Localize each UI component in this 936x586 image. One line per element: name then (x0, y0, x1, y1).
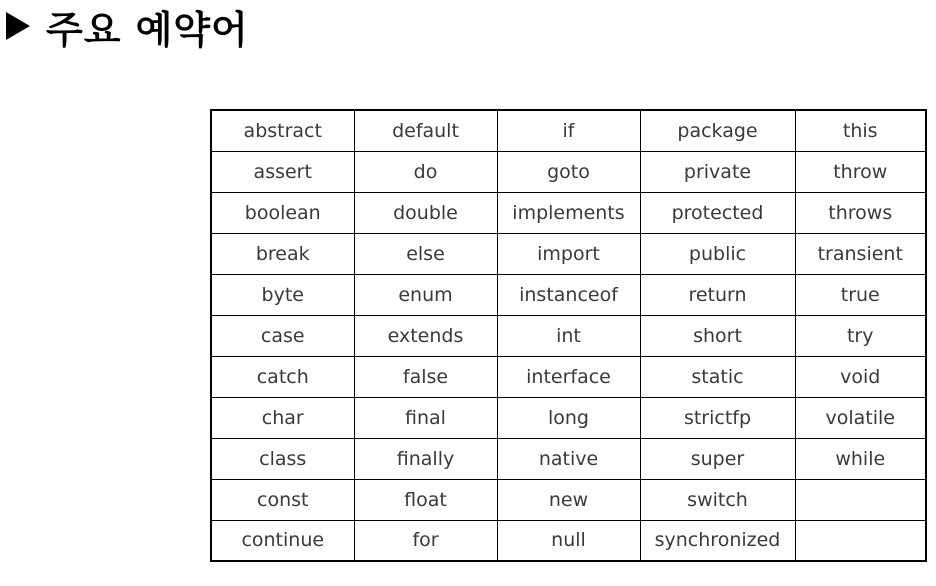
table-cell: case (211, 315, 354, 356)
table-cell: static (640, 356, 795, 397)
table-cell-empty (795, 520, 926, 561)
table-cell: false (354, 356, 497, 397)
table-cell: double (354, 192, 497, 233)
table-cell: for (354, 520, 497, 561)
table-cell: volatile (795, 397, 926, 438)
table-cell: implements (497, 192, 640, 233)
table-cell: return (640, 274, 795, 315)
table-row (211, 192, 926, 233)
table-cell: const (211, 479, 354, 520)
table-row (211, 110, 926, 151)
table-cell: default (354, 110, 497, 151)
table-row (211, 356, 926, 397)
table-cell: boolean (211, 192, 354, 233)
keywords-table (210, 109, 927, 562)
table-cell: do (354, 151, 497, 192)
table-cell: instanceof (497, 274, 640, 315)
table-row (211, 479, 926, 520)
table-row (211, 233, 926, 274)
table-cell: synchronized (640, 520, 795, 561)
table-cell: catch (211, 356, 354, 397)
table-cell: char (211, 397, 354, 438)
table-row (211, 274, 926, 315)
table-cell: transient (795, 233, 926, 274)
table-cell: int (497, 315, 640, 356)
table-cell: final (354, 397, 497, 438)
table-cell: extends (354, 315, 497, 356)
play-triangle-icon (6, 12, 30, 40)
table-cell: byte (211, 274, 354, 315)
table-cell: enum (354, 274, 497, 315)
table-cell: float (354, 479, 497, 520)
table-cell: while (795, 438, 926, 479)
table-cell: throw (795, 151, 926, 192)
table-cell: this (795, 110, 926, 151)
table-cell: true (795, 274, 926, 315)
table-cell: null (497, 520, 640, 561)
table-cell: break (211, 233, 354, 274)
table-row (211, 438, 926, 479)
table-cell: package (640, 110, 795, 151)
table-cell: else (354, 233, 497, 274)
table-cell: protected (640, 192, 795, 233)
table-cell: interface (497, 356, 640, 397)
table-cell: finally (354, 438, 497, 479)
table-cell-empty (795, 479, 926, 520)
table-cell: long (497, 397, 640, 438)
table-row (211, 315, 926, 356)
table-cell: void (795, 356, 926, 397)
table-cell: import (497, 233, 640, 274)
table-cell: class (211, 438, 354, 479)
table-cell: switch (640, 479, 795, 520)
table-cell: private (640, 151, 795, 192)
table-cell: continue (211, 520, 354, 561)
table-cell: public (640, 233, 795, 274)
table-row (211, 520, 926, 561)
table-cell: goto (497, 151, 640, 192)
table-cell: short (640, 315, 795, 356)
table-cell: abstract (211, 110, 354, 151)
table-cell: throws (795, 192, 926, 233)
table-row (211, 151, 926, 192)
table-cell: native (497, 438, 640, 479)
table-cell: super (640, 438, 795, 479)
page-title-text: 주요 예약어 (46, 7, 249, 52)
table-cell: assert (211, 151, 354, 192)
table-row (211, 397, 926, 438)
table-cell: strictfp (640, 397, 795, 438)
table-cell: new (497, 479, 640, 520)
page-title (6, 4, 249, 52)
table-cell: try (795, 315, 926, 356)
table-cell: if (497, 110, 640, 151)
